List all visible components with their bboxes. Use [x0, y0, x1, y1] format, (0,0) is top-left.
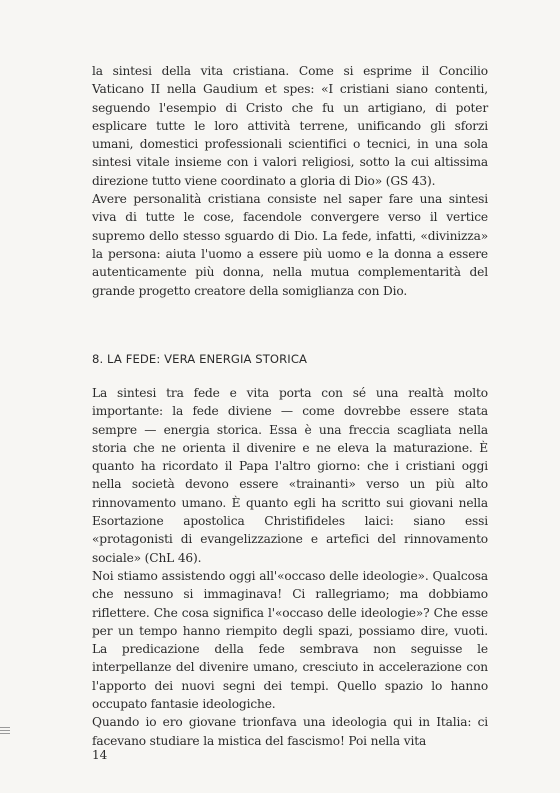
section-heading: 8. LA FEDE: VERA ENERGIA STORICA	[92, 352, 308, 366]
paragraph-block-bottom	[92, 384, 488, 750]
paragraph: Avere personalità cristiana consiste nel saper fare una sintesi viva di tutte le cose, facendole convergere verso il vertice supremo dello stesso sguardo di Dio. La fede, infatti, «divinizza» la persona: aiuta l'uomo a essere più uomo e la donna a essere autenticamente più donna, nella mutua complementarità del grande progetto creatore della somiglianza con Dio.	[92, 192, 488, 298]
paragraph: Quando io ero giovane trionfava una ideologia qui in Italia: ci facevano studiare la mistica del fascismo! Poi nella vita	[92, 715, 488, 748]
scan-edge-mark	[0, 730, 10, 731]
scan-edge-mark	[0, 733, 10, 734]
page-number: 14	[92, 748, 108, 762]
scan-edge-mark	[0, 727, 10, 728]
paragraph: Noi stiamo assistendo oggi all'«occaso delle ideologie». Qualcosa che nessuno si immaginava! Ci rallegriamo; ma dobbiamo riflettere. Che cosa significa l'«occaso delle ideologie»? Che esse per un tempo hanno riempito degli spazi, possiamo dire, vuoti. La predicazione della fede sembrava non seguisse le interpellanze del divenire umano, cresciuto in accelerazione con l'apporto dei nuovi segni dei tempi. Quello spazio lo hanno occupato fantasie ideologiche.	[92, 568, 488, 712]
paragraph-block-top	[92, 62, 488, 300]
paragraph: la sintesi della vita cristiana. Come si esprime il Concilio Vaticano II nella Gaudium et spes: «I cristiani siano contenti, seguendo l'esempio di Cristo che fu un artigiano, di poter esplicare tutte le loro attività terrene, unificando gli sforzi umani, domestici professionali scientifici o tecnici, in una sola sintesi vitale insieme con i valori religiosi, sotto la cui altissima direzione tutto viene coordinato a gloria di Dio» (GS 43).	[92, 64, 488, 188]
paragraph: La sintesi tra fede e vita porta con sé una realtà molto importante: la fede diviene — come dovrebbe essere stata sempre — energia storica. Essa è una freccia scagliata nella storia che ne orienta il divenire e ne eleva la maturazione. È quanto ha ricordato il Papa l'altro giorno: che i cristiani oggi nella società devono essere «trainanti» verso un più alto rinnovamento umano. È quanto egli ha scritto sui giovani nella Esortazione apostolica Christifideles laici: siano essi «protagonisti di evangelizzazione e artefici del rinnovamento sociale» (ChL 46).	[92, 386, 488, 565]
